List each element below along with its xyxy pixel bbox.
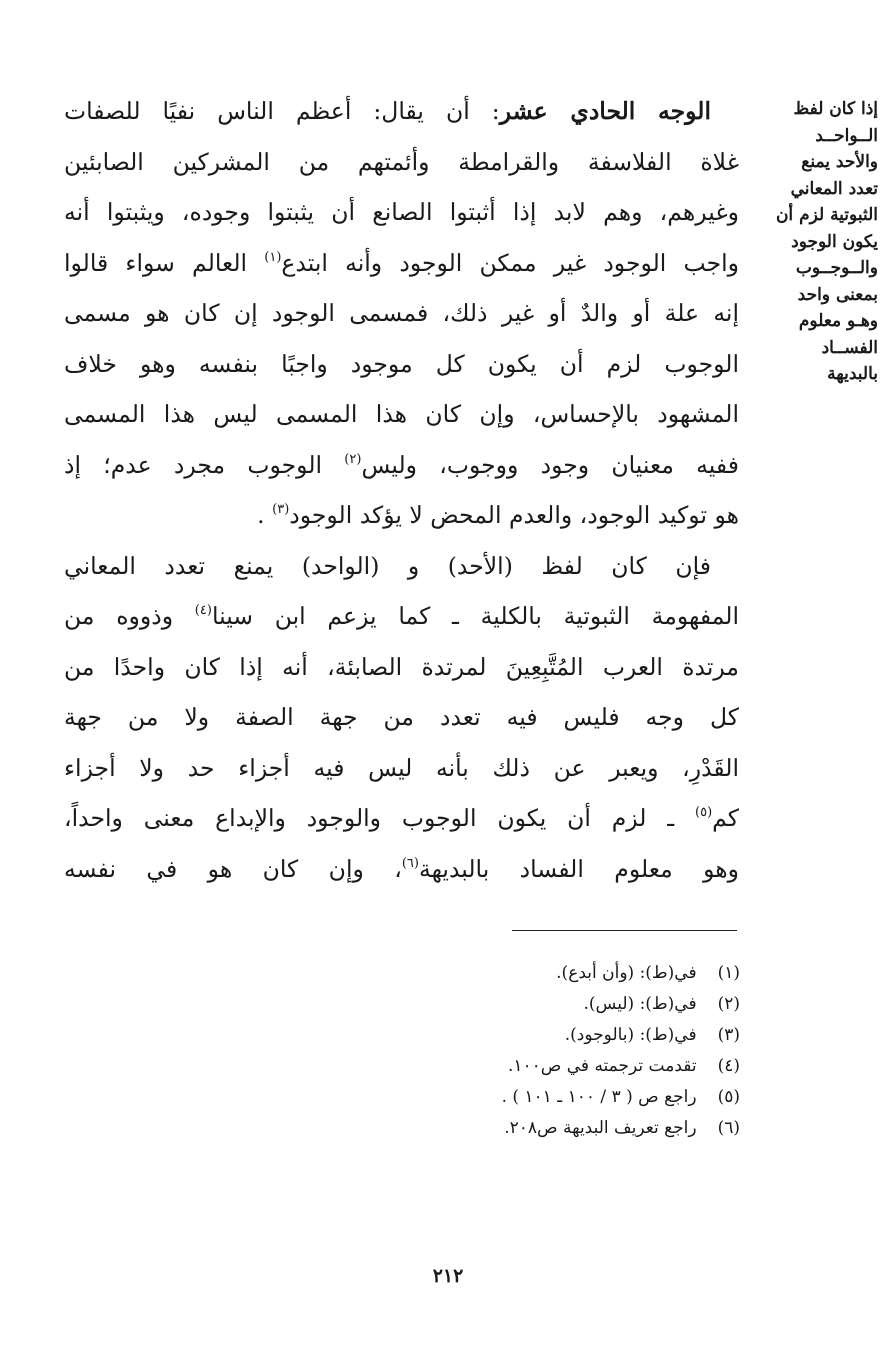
footnote-ref: (٥) bbox=[695, 805, 713, 820]
margin-note-line: إذا كان لفظ bbox=[793, 99, 878, 119]
text-line bbox=[64, 854, 739, 905]
footnote-item bbox=[380, 958, 740, 989]
text-line: غلاة الفلاسفة والقرامطة وأئمتهم من المشركين الصابئين bbox=[64, 147, 739, 176]
text-line: الوجوب لزم أن يكون كل موجود واجبًا بنفسه وهو خلاف bbox=[64, 349, 739, 378]
text-line: إنه علة أو والدٌ أو غير ذلك، فمسمى الوجود إن كان هو مسمى bbox=[64, 299, 739, 327]
footnote-item bbox=[380, 1020, 740, 1051]
footnote-item bbox=[380, 989, 740, 1020]
footnote-ref: (٦) bbox=[401, 855, 419, 871]
footnote-ref: (١) bbox=[264, 249, 282, 265]
footnote-number: (٤) bbox=[717, 1056, 740, 1076]
text-line bbox=[64, 248, 739, 299]
main-text bbox=[64, 96, 739, 904]
footnote-ref: (٤) bbox=[194, 603, 212, 618]
section-heading: الوجه الحادي عشر bbox=[499, 97, 711, 125]
text-line: كل وجه فليس فيه تعدد من جهة الصفة ولا من جهة bbox=[64, 703, 739, 731]
text-line bbox=[64, 96, 739, 147]
footnote-number: (١) bbox=[717, 963, 740, 983]
footnotes bbox=[380, 958, 740, 1144]
text-line: المشهود بالإحساس، وإن كان هذا المسمى ليس هذا المسمى bbox=[64, 400, 739, 428]
text-line bbox=[64, 450, 739, 501]
footnote-ref: (٣) bbox=[272, 502, 290, 517]
text-span: . bbox=[257, 501, 273, 529]
footnote-text: راجع تعريف البديهة ص٢٠٨. bbox=[504, 1118, 697, 1138]
footnote-number: (٣) bbox=[717, 1025, 740, 1045]
margin-note-line: بمعنى واحد bbox=[797, 284, 878, 305]
margin-note-line: يكون الوجود bbox=[791, 231, 878, 252]
margin-note-line: بالبديهة bbox=[827, 364, 878, 384]
text-span: ـ لزم أن يكون الوجوب والوجود والإبداع معنى واحداً، bbox=[64, 804, 696, 832]
footnote-item bbox=[380, 1082, 740, 1113]
margin-note-line: والأحد يمنع bbox=[801, 152, 878, 172]
page-number: ٢١٢ bbox=[432, 1265, 464, 1287]
margin-note-line: وهـو معلوم bbox=[798, 311, 878, 331]
text-line bbox=[64, 601, 739, 652]
footnote-item bbox=[380, 1113, 740, 1144]
footnote-text: راجع ص ( ٣ / ١٠٠ ـ ١٠١ ) . bbox=[501, 1087, 697, 1107]
footnote-number: (٥) bbox=[717, 1087, 740, 1107]
text-line: مرتدة العرب المُتَّبِعِينَ لمرتدة الصابئة، أنه إذا كان واحدًا من bbox=[64, 652, 739, 681]
margin-note-line: الفســاد bbox=[821, 337, 878, 358]
footnote-item bbox=[380, 1051, 740, 1082]
footnote-text: في(ط): (بالوجود). bbox=[564, 1025, 697, 1045]
text-span: الوجوب مجرد عدم؛ إذ bbox=[64, 450, 345, 479]
margin-note-line: الــواحــد bbox=[815, 125, 878, 146]
text-span: واجب الوجود غير ممكن الوجود وأنه ابتدع bbox=[281, 248, 739, 277]
text-span: كم bbox=[712, 804, 739, 832]
text-line bbox=[64, 500, 739, 551]
footnote-text: في(ط): (ليس). bbox=[583, 994, 697, 1014]
text-span: وذووه من bbox=[64, 602, 195, 630]
text-span: ففيه معنيان وجود ووجوب، وليس bbox=[361, 450, 739, 479]
text-line: وغيرهم، وهم لابد إذا أثبتوا الصانع أن يثبتوا وجوده، ويثبتوا أنه bbox=[64, 198, 739, 226]
footnote-number: (٦) bbox=[717, 1118, 740, 1138]
margin-note bbox=[760, 96, 878, 388]
margin-note-line: والــوجــوب bbox=[795, 258, 878, 278]
footnote-text: في(ط): (وأن أبدع). bbox=[556, 963, 697, 983]
footnote-divider bbox=[512, 930, 737, 931]
text-span: وهو معلوم الفساد بالبديهة bbox=[418, 854, 739, 883]
text-span: ، وإن كان هو في نفسه bbox=[64, 854, 402, 883]
margin-note-line: الثبوتية لزم أن bbox=[775, 205, 878, 225]
footnote-ref: (٢) bbox=[344, 451, 362, 467]
text-span: هو توكيد الوجود، والعدم المحض لا يؤكد الوجود bbox=[289, 501, 739, 529]
footnote-text: تقدمت ترجمته في ص١٠٠. bbox=[507, 1056, 697, 1076]
footnote-number: (٢) bbox=[717, 994, 740, 1014]
text-span: العالم سواء قالوا bbox=[64, 248, 265, 277]
margin-note-line: تعدد المعاني bbox=[790, 178, 878, 199]
text-line bbox=[64, 803, 739, 854]
text-span: : أن يقال: أعظم الناس نفيًا للصفات bbox=[64, 97, 500, 125]
text-line: فإن كان لفظ (الأحد) و (الواحد) يمنع تعدد المعاني bbox=[64, 551, 711, 580]
text-span: المفهومة الثبوتية بالكلية ـ كما يزعم ابن سينا bbox=[211, 602, 739, 630]
text-line: القَدْرِ، ويعبر عن ذلك بأنه ليس فيه أجزاء حد ولا أجزاء bbox=[64, 753, 739, 782]
